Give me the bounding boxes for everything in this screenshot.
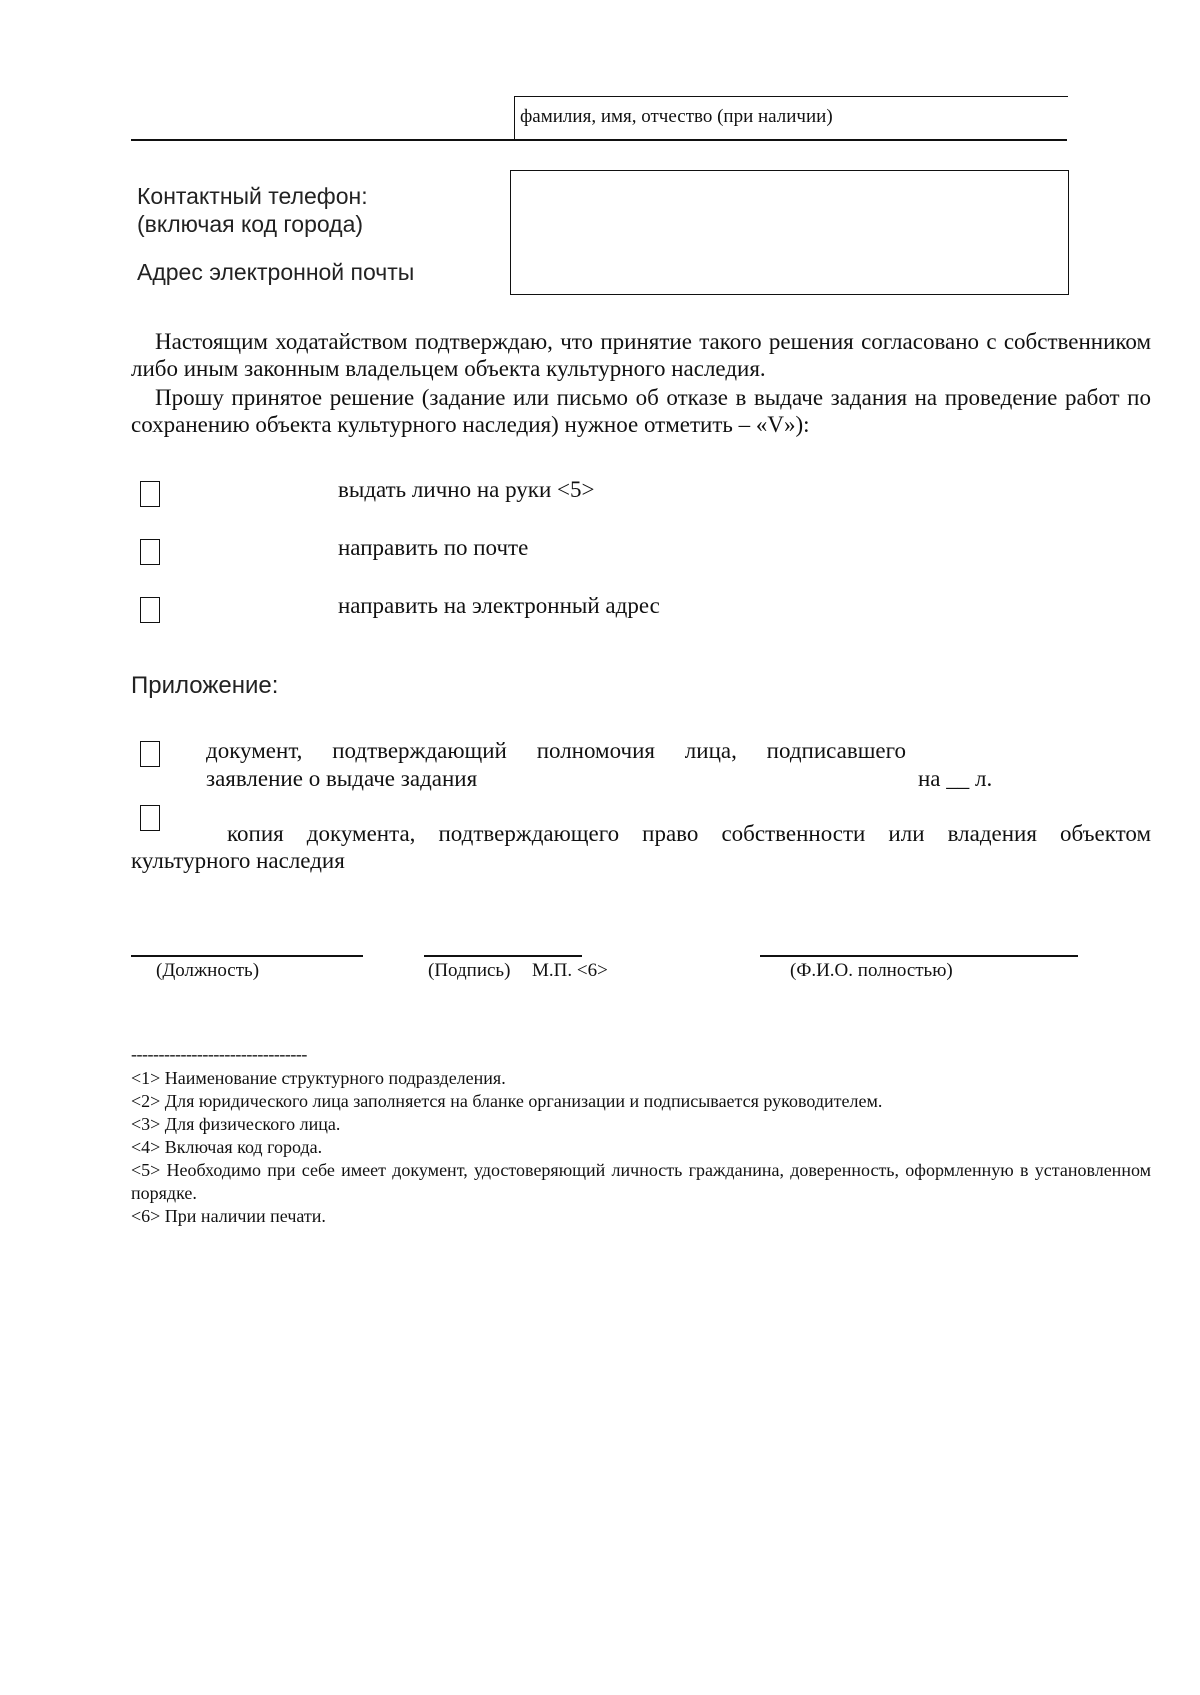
footnote-item: <2> Для юридического лица заполняется на бланке организации и подписывается руководителем. bbox=[131, 1091, 883, 1111]
footnote-item: <4> Включая код города. bbox=[131, 1137, 323, 1157]
phone-input[interactable] bbox=[510, 170, 1069, 248]
delivery-option-checkbox[interactable] bbox=[140, 597, 160, 623]
attachment-item1-line1: документ, подтверждающий полномочия лица, подписавшего bbox=[206, 738, 906, 763]
fio-caption: (Ф.И.О. полностью) bbox=[790, 960, 953, 981]
attachment-item1-pages: на __ л. bbox=[918, 766, 993, 791]
footnote-item: <3> Для физического лица. bbox=[131, 1114, 341, 1134]
stamp-caption: М.П. <6> bbox=[532, 960, 608, 981]
position-line bbox=[131, 955, 363, 957]
attachment-item2-text: копия документа, подтверждающего право собственности или владения объектом культурного наследия bbox=[131, 821, 1151, 873]
fio-line bbox=[760, 955, 1078, 957]
email-input[interactable] bbox=[510, 247, 1069, 295]
delivery-option-label: направить на электронный адрес bbox=[338, 593, 660, 618]
phone-label-line2: (включая код города) bbox=[137, 211, 364, 237]
attachment-item1-line2: заявление о выдаче задания bbox=[206, 766, 478, 791]
position-caption: (Должность) bbox=[156, 960, 260, 981]
confirmation-paragraph bbox=[131, 328, 1151, 382]
attachments-title: Приложение: bbox=[131, 672, 279, 699]
attachment-item2 bbox=[131, 820, 1151, 874]
email-label: Адрес электронной почты bbox=[137, 259, 415, 285]
delivery-option-label: выдать лично на руки <5> bbox=[338, 477, 595, 502]
footnote-item: <1> Наименование структурного подразделения. bbox=[131, 1068, 506, 1088]
applicant-fio-caption: фамилия, имя, отчество (при наличии) bbox=[520, 106, 833, 127]
delivery-option-label: направить по почте bbox=[338, 535, 529, 560]
footnote-separator: -------------------------------- bbox=[131, 1044, 307, 1064]
phone-label bbox=[137, 182, 368, 238]
phone-label-line1: Контактный телефон: bbox=[137, 183, 368, 209]
footnote-item: <5> Необходимо при себе имеет документ, удостоверяющий личность гражданина, доверенность, оформленную в установленном порядке. bbox=[131, 1160, 1151, 1203]
request-text: Прошу принятое решение (задание или письмо об отказе в выдаче задания на проведение работ по сохранению объекта культурного наследия) нужное отметить – «V»): bbox=[131, 385, 1151, 437]
attachment-checkbox[interactable] bbox=[140, 741, 160, 767]
applicant-left-underline bbox=[131, 139, 514, 141]
delivery-option-checkbox[interactable] bbox=[140, 539, 160, 565]
footnote-item: <6> При наличии печати. bbox=[131, 1206, 326, 1226]
request-paragraph bbox=[131, 384, 1151, 438]
delivery-option-checkbox[interactable] bbox=[140, 481, 160, 507]
confirmation-text: Настоящим ходатайством подтверждаю, что принятие такого решения согласовано с собственником либо иным законным владельцем объекта культурного наследия. bbox=[131, 329, 1151, 381]
applicant-fio-underline bbox=[514, 139, 1067, 141]
signature-caption: (Подпись) bbox=[428, 960, 511, 981]
signature-line bbox=[424, 955, 582, 957]
